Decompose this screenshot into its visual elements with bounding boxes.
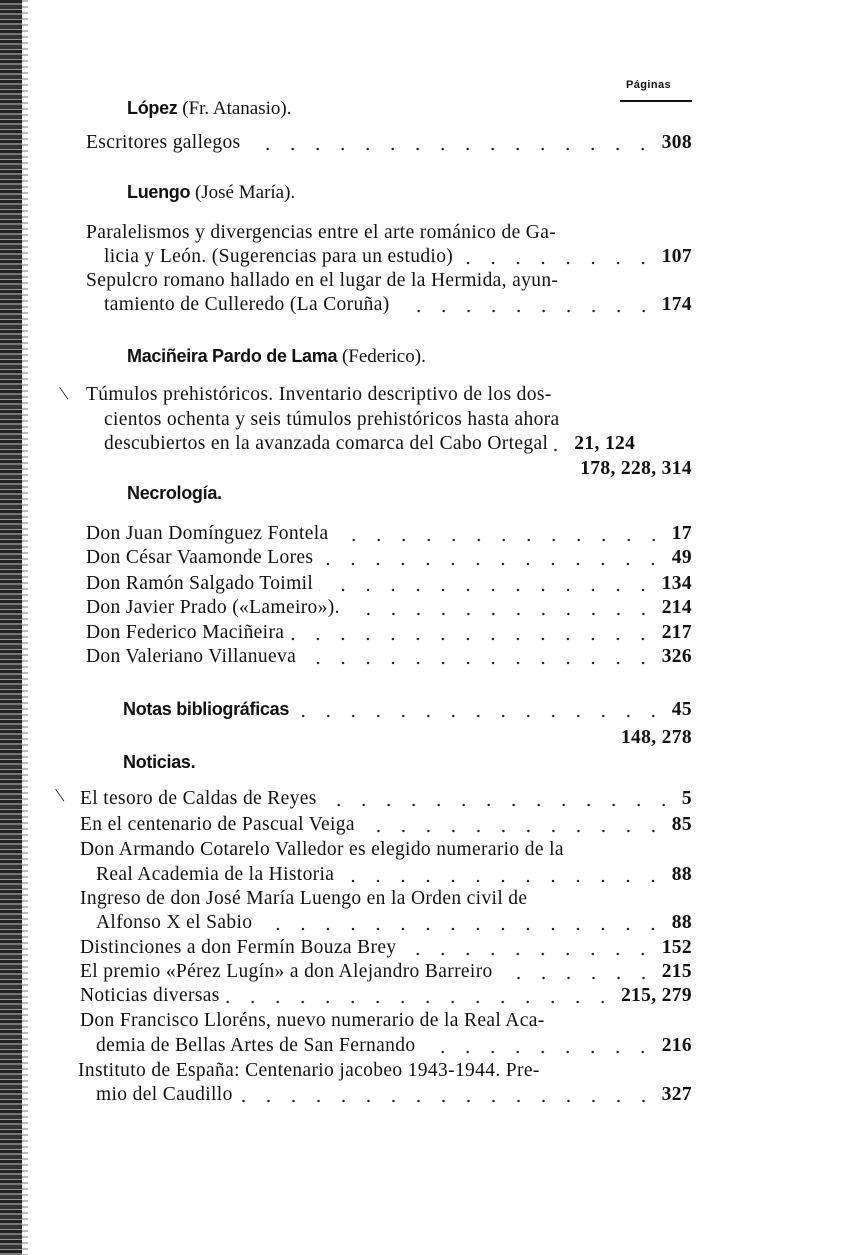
entry-pages: 215, 279 bbox=[620, 985, 692, 1006]
entry-title: Don César Vaamonde Lores bbox=[86, 547, 314, 568]
entry-pages: 327 bbox=[661, 1084, 692, 1105]
entry-title: cientos ochenta y seis túmulos prehistóricos hasta ahora bbox=[104, 409, 560, 430]
section-heading bbox=[123, 752, 195, 774]
entry-pages: 85 bbox=[671, 814, 692, 835]
index-entry-line bbox=[86, 222, 692, 246]
pages-column-label: Páginas bbox=[626, 79, 671, 91]
index-entry-line bbox=[78, 1060, 692, 1084]
entry-title: Distinciones a don Fermín Bouza Brey bbox=[80, 937, 397, 958]
index-entry bbox=[96, 1084, 692, 1108]
entry-title: Don Valeriano Villanueva bbox=[86, 646, 297, 667]
index-entry bbox=[86, 132, 692, 156]
dot-leader bbox=[554, 448, 568, 452]
dot-leader bbox=[323, 803, 676, 807]
entry-title: demia de Bellas Artes de San Fernando bbox=[96, 1035, 416, 1056]
entry-title: Escritores gallegos bbox=[86, 132, 241, 153]
entry-pages: 326 bbox=[661, 646, 692, 667]
pencil-tick-mark-icon: | bbox=[53, 786, 66, 803]
author-name: López bbox=[127, 98, 178, 118]
entry-pages: 174 bbox=[661, 294, 692, 315]
index-entry-line bbox=[80, 1010, 692, 1034]
dot-leader bbox=[340, 879, 666, 883]
entry-pages: 88 bbox=[671, 912, 692, 933]
index-entry bbox=[96, 864, 692, 888]
section-pages-continued bbox=[123, 727, 692, 751]
entry-pages: 88 bbox=[671, 864, 692, 885]
entry-pages: 217 bbox=[661, 622, 692, 643]
index-entry bbox=[86, 573, 692, 597]
index-entry bbox=[80, 788, 692, 812]
author-name: Luengo bbox=[127, 182, 191, 202]
entry-pages: 178, 228, 314 bbox=[580, 458, 692, 479]
dot-leader bbox=[302, 661, 656, 665]
entry-pages: 5 bbox=[681, 788, 692, 809]
entry-pages: 216 bbox=[661, 1035, 692, 1056]
entry-title: Don Javier Prado («Lameiro»). bbox=[86, 597, 340, 618]
author-heading bbox=[127, 182, 295, 204]
entry-title: Real Academia de la Historia bbox=[96, 864, 335, 885]
index-entry bbox=[86, 523, 692, 547]
index-entry-line bbox=[86, 270, 692, 294]
index-entry bbox=[86, 547, 692, 571]
entry-title: Alfonso X el Sabio bbox=[96, 912, 253, 933]
author-name: Maciñeira Pardo de Lama bbox=[127, 346, 338, 366]
entry-pages: 21, 124 bbox=[574, 433, 636, 454]
entry-title: Sepulcro romano hallado en el lugar de la Hermida, ayun- bbox=[86, 270, 559, 291]
index-entry bbox=[96, 912, 692, 936]
entry-title: Instituto de España: Centenario jacobeo 1943-1944. Pre- bbox=[78, 1060, 540, 1081]
dot-leader bbox=[459, 261, 656, 265]
dot-leader bbox=[239, 1099, 656, 1103]
index-entry-pages-continued bbox=[104, 458, 692, 482]
entry-title: Don Juan Domínguez Fontela bbox=[86, 523, 329, 544]
author-detail: (José María). bbox=[194, 182, 296, 203]
column-rule bbox=[620, 100, 692, 102]
scan-binding-edge-shadow bbox=[22, 0, 28, 1255]
dot-leader bbox=[295, 714, 666, 718]
index-entry bbox=[80, 985, 692, 1009]
entry-title: tamiento de Culleredo (La Coruña) bbox=[104, 294, 390, 315]
dot-leader bbox=[499, 976, 656, 980]
pencil-tick-mark-icon: | bbox=[57, 384, 70, 401]
dot-leader bbox=[402, 952, 655, 956]
dot-leader bbox=[335, 538, 666, 542]
index-entry bbox=[86, 622, 692, 646]
scan-binding-edge bbox=[0, 0, 22, 1255]
index-entry-line bbox=[80, 888, 692, 912]
entry-pages: 308 bbox=[661, 132, 692, 153]
section-name: Noticias. bbox=[123, 752, 196, 772]
entry-pages: 134 bbox=[661, 573, 692, 594]
entry-pages: 214 bbox=[661, 597, 692, 618]
section-entry bbox=[123, 699, 692, 723]
entry-title: Túmulos prehistóricos. Inventario descriptivo de los dos- bbox=[86, 384, 552, 405]
dot-leader bbox=[421, 1050, 655, 1054]
section-name: Necrología. bbox=[127, 483, 222, 503]
author-detail: (Fr. Atanasio). bbox=[182, 98, 292, 119]
dot-leader bbox=[290, 637, 655, 641]
section-heading bbox=[127, 483, 222, 505]
index-entry-line bbox=[80, 839, 692, 863]
index-entry bbox=[80, 937, 692, 961]
dot-leader bbox=[258, 927, 665, 931]
index-entry-line bbox=[104, 409, 692, 433]
entry-title: Paralelismos y divergencias entre el arte románico de Ga- bbox=[86, 222, 557, 243]
entry-title: El tesoro de Caldas de Reyes bbox=[80, 788, 317, 809]
entry-pages: 107 bbox=[661, 246, 692, 267]
index-entry bbox=[104, 294, 692, 318]
entry-pages: 148, 278 bbox=[620, 727, 692, 748]
entry-title: Noticias diversas bbox=[80, 985, 220, 1006]
entry-title: Don Federico Maciñeira bbox=[86, 622, 285, 643]
author-heading bbox=[127, 346, 426, 368]
dot-leader bbox=[396, 309, 656, 313]
index-entry bbox=[96, 1035, 692, 1059]
entry-title: En el centenario de Pascual Veiga bbox=[80, 814, 355, 835]
entry-title: Don Francisco Lloréns, nuevo numerario de la Real Aca- bbox=[80, 1010, 545, 1031]
dot-leader bbox=[346, 612, 656, 616]
entry-pages: 152 bbox=[661, 937, 692, 958]
dot-leader bbox=[246, 147, 655, 151]
index-entry-line bbox=[86, 384, 692, 408]
index-entry bbox=[86, 646, 692, 670]
entry-title: mio del Caudillo bbox=[96, 1084, 233, 1105]
index-entry bbox=[80, 961, 692, 985]
author-detail: (Federico). bbox=[341, 346, 426, 367]
author-heading bbox=[127, 98, 292, 120]
entry-pages: 17 bbox=[671, 523, 692, 544]
dot-leader bbox=[319, 588, 656, 592]
index-entry bbox=[86, 597, 692, 621]
index-entry bbox=[80, 814, 692, 838]
entry-title: descubiertos en la avanzada comarca del Cabo Ortegal bbox=[104, 433, 549, 454]
entry-title: licia y León. (Sugerencias para un estudio) bbox=[104, 246, 454, 267]
index-entry bbox=[104, 433, 692, 457]
dot-leader bbox=[226, 1000, 615, 1004]
dot-leader bbox=[319, 562, 665, 566]
entry-pages: 45 bbox=[671, 699, 692, 720]
entry-title: El premio «Pérez Lugín» a don Alejandro Barreiro bbox=[80, 961, 493, 982]
entry-title: Don Ramón Salgado Toimil bbox=[86, 573, 314, 594]
entry-title: Ingreso de don José María Luengo en la Orden civil de bbox=[80, 888, 528, 909]
dot-leader bbox=[361, 829, 666, 833]
index-entry bbox=[104, 246, 692, 270]
entry-pages: 49 bbox=[671, 547, 692, 568]
section-name: Notas bibliográficas bbox=[123, 699, 290, 719]
entry-pages: 215 bbox=[661, 961, 692, 982]
entry-title: Don Armando Cotarelo Valledor es elegido numerario de la bbox=[80, 839, 564, 860]
